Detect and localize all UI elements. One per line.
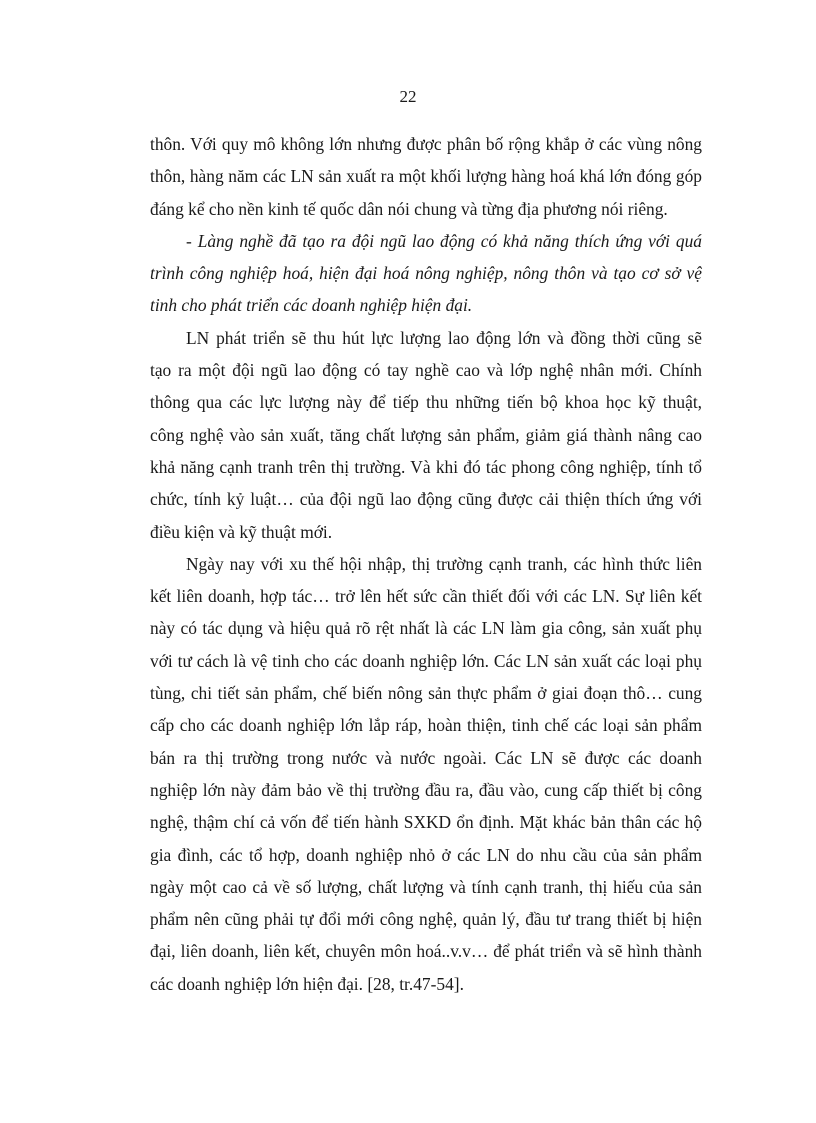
text-line: Ngày nay với xu thế hội nhập, thị trường cạnh tranh, các hình thức liên bbox=[186, 553, 702, 574]
text-line: khả năng cạnh tranh trên thị trường. Và khi đó tác phong công nghiệp, tính tổ bbox=[150, 456, 702, 477]
paragraph bbox=[150, 128, 702, 225]
text-line: tinh cho phát triển các doanh nghiệp hiện đại. bbox=[150, 295, 473, 316]
text-line: thôn. Với quy mô không lớn nhưng được phân bố rộng khắp ở các vùng nông bbox=[150, 134, 702, 154]
text-line: kết liên doanh, hợp tác… trở lên hết sức cần thiết đối với các LN. Sự liên kết bbox=[150, 586, 702, 607]
body-text bbox=[150, 128, 702, 1000]
text-line: nghiệp lớn này đảm bảo về thị trường đầu ra, đầu vào, cung cấp thiết bị công bbox=[150, 779, 702, 800]
text-line: phẩm nên cũng phải tự đổi mới công nghệ, quản lý, đầu tư trang thiết bị hiện bbox=[150, 909, 702, 930]
text-line: các doanh nghiệp lớn hiện đại. [28, tr.47-54]. bbox=[150, 973, 464, 994]
text-line: đáng kể cho nền kinh tế quốc dân nói chung và từng địa phương nói riêng. bbox=[150, 198, 668, 219]
italic-paragraph bbox=[150, 225, 702, 322]
text-line: ngày một cao cả về số lượng, chất lượng và tính cạnh tranh, thị hiếu của sản bbox=[150, 876, 702, 897]
text-line: - Làng nghề đã tạo ra đội ngũ lao động có khả năng thích ứng với quá bbox=[186, 230, 702, 251]
text-line: LN phát triển sẽ thu hút lực lượng lao động lớn và đồng thời cũng sẽ bbox=[186, 327, 702, 348]
text-line: gia đình, các tổ hợp, doanh nghiệp nhỏ ở các LN do nhu cầu của sản phẩm bbox=[150, 844, 702, 865]
text-line: bán ra thị trường trong nước và nước ngoài. Các LN sẽ được các doanh bbox=[150, 747, 702, 768]
text-line: chức, tính kỷ luật… của đội ngũ lao động cũng được cải thiện thích ứng với bbox=[150, 489, 702, 510]
paragraph bbox=[150, 322, 702, 548]
text-line: với tư cách là vệ tinh cho các doanh nghiệp lớn. Các LN sản xuất các loại phụ bbox=[150, 650, 702, 671]
text-line: này có tác dụng và hiệu quả rõ rệt nhất là các LN làm gia công, sản xuất phụ bbox=[150, 618, 702, 639]
text-line: đại, liên doanh, liên kết, chuyên môn hoá..v.v… để phát triển và sẽ hình thành bbox=[150, 941, 702, 962]
page-number: 22 bbox=[399, 87, 417, 106]
text-line: cấp cho các doanh nghiệp lớn lắp ráp, hoàn thiện, tinh chế các loại sản phẩm bbox=[150, 715, 702, 736]
text-line: trình công nghiệp hoá, hiện đại hoá nông nghiệp, nông thôn và tạo cơ sở vệ bbox=[150, 263, 702, 284]
text-line: thôn, hàng năm các LN sản xuất ra một khối lượng hàng hoá khá lớn đóng góp bbox=[150, 166, 702, 187]
text-line: tùng, chi tiết sản phẩm, chế biến nông sản thực phẩm ở giai đoạn thô… cung bbox=[150, 683, 702, 704]
paragraph bbox=[150, 548, 702, 1000]
text-line: nghệ, thậm chí cả vốn để tiến hành SXKD ổn định. Mặt khác bản thân các hộ bbox=[150, 812, 702, 833]
text-line: điều kiện và kỹ thuật mới. bbox=[150, 521, 333, 542]
text-line: công nghệ vào sản xuất, tăng chất lượng sản phẩm, giảm giá thành nâng cao bbox=[150, 424, 702, 445]
text-line: tạo ra một đội ngũ lao động có tay nghề cao và lớp nghệ nhân mới. Chính bbox=[150, 360, 702, 381]
text-line: thông qua các lực lượng này để tiếp thu những tiến bộ khoa học kỹ thuật, bbox=[150, 392, 702, 413]
